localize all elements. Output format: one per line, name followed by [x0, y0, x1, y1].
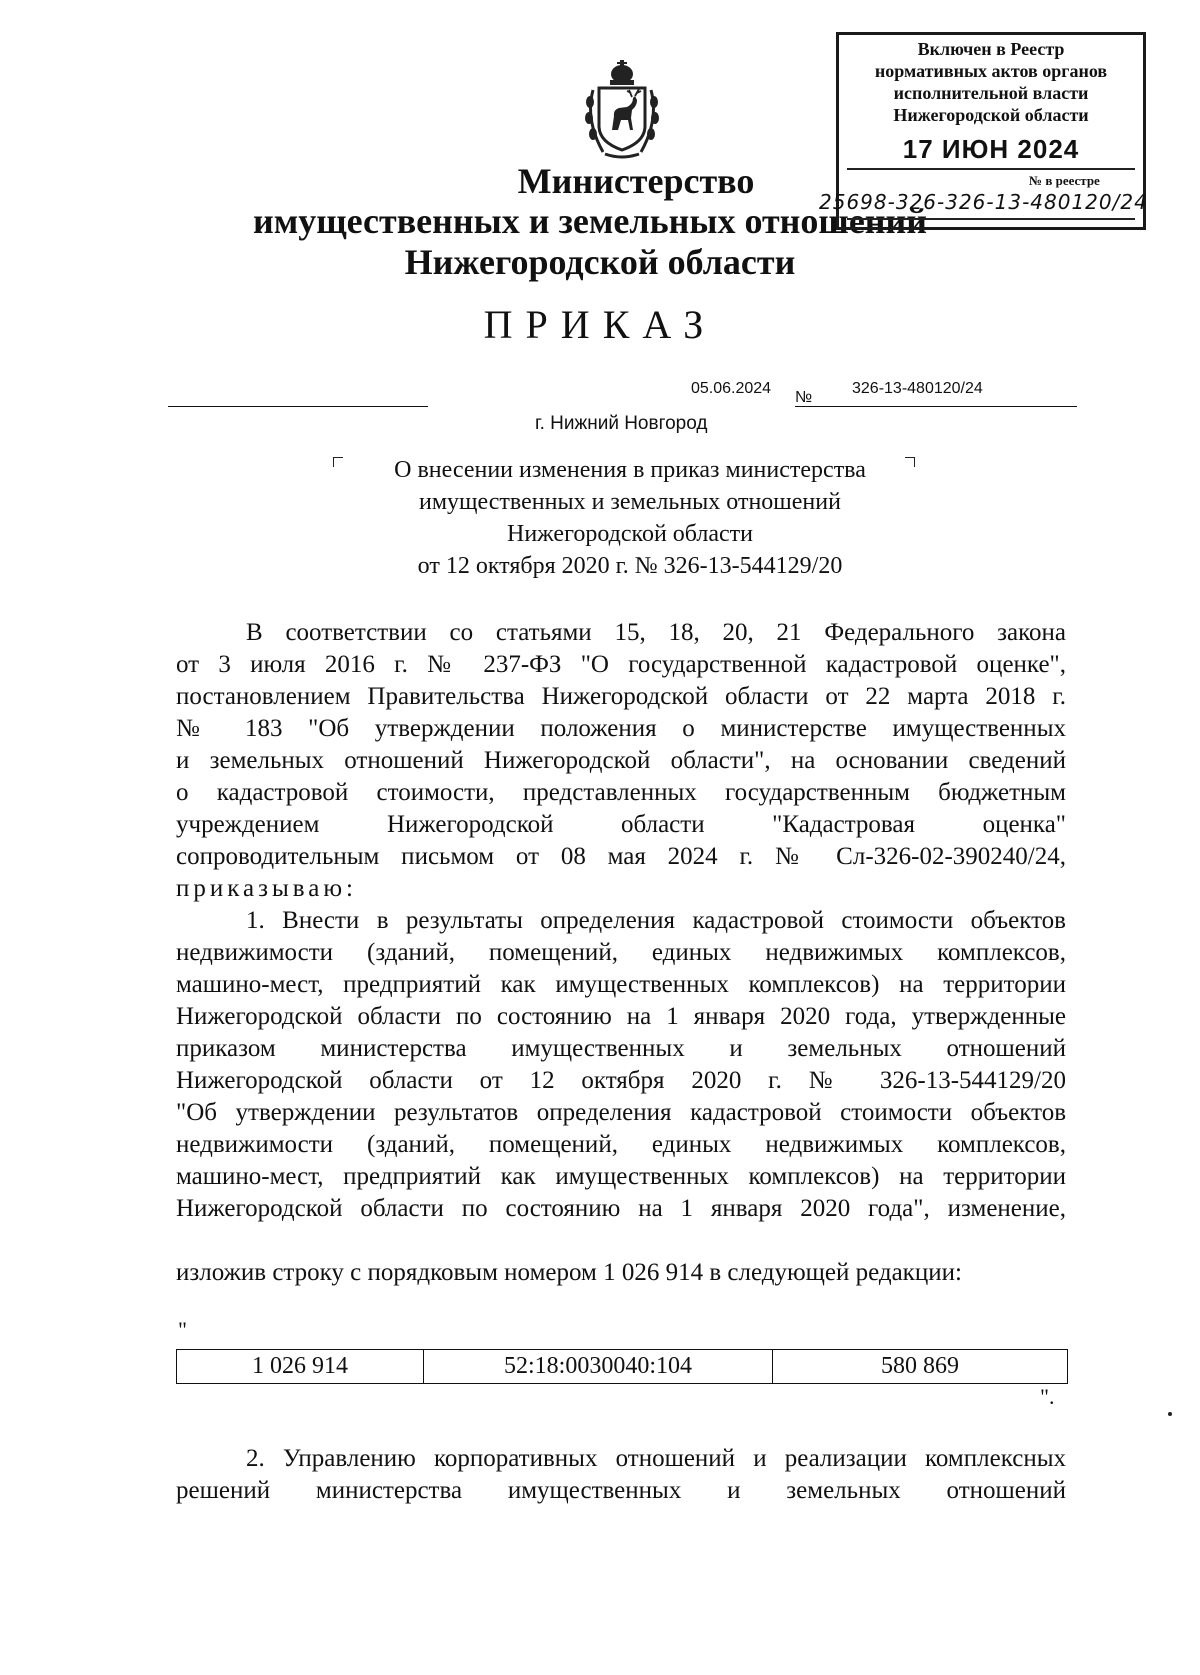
title-corner-right [905, 457, 915, 467]
stamp-divider [847, 168, 1135, 170]
ministry-name-line3: Нижегородской области [404, 242, 796, 282]
stamp-registry-number: 25698-326-326-13-480120/24 [819, 190, 1148, 214]
title-line: от 12 октября 2020 г. № 326-13-544129/20 [417, 553, 843, 579]
table-row [177, 1350, 1068, 1384]
stamp-divider [847, 218, 1135, 220]
quote-open: " [178, 1317, 187, 1342]
title-line: имущественных и земельных отношений [419, 489, 841, 515]
body-line: от 3 июля 2016 г. № 237-ФЗ "О государственной кадастровой оценке", [176, 651, 1066, 678]
body-line: машино-мест, предприятий как имущественных комплексов) на территории [176, 971, 1066, 998]
body-line: недвижимости (зданий, помещений, единых недвижимых комплексов, [176, 1131, 1066, 1158]
scan-speck [1168, 1412, 1172, 1416]
body-line: В соответствии со статьями 15, 18, 20, 21 Федерального закона [246, 619, 1066, 646]
body-line: недвижимости (зданий, помещений, единых недвижимых комплексов, [176, 939, 1066, 966]
number-sign: № [795, 389, 813, 406]
order-number: 326-13-480120/24 [852, 380, 983, 397]
body-line: о кадастровой стоимости, представленных государственным бюджетным [176, 779, 1066, 806]
body-line: постановлением Правительства Нижегородской области от 22 марта 2018 г. [176, 683, 1066, 710]
body-line: и земельных отношений Нижегородской области", на основании сведений [176, 747, 1066, 774]
body-line: Нижегородской области по состоянию на 1 января 2020 года, утвержденные [176, 1003, 1066, 1030]
body-line: машино-мест, предприятий как имущественных комплексов) на территории [176, 1163, 1066, 1190]
body-line: учреждением Нижегородской области "Кадастровая оценка" [176, 811, 1066, 838]
stamp-date: 17 ИЮН 2024 [902, 134, 1080, 164]
body-line: сопроводительным письмом от 08 мая 2024 г. № Сл-326-02-390240/24, [176, 843, 1066, 870]
ministry-name-line2: имущественных и земельных отношений [252, 201, 928, 241]
document-type-heading: ПРИКАЗ [483, 302, 717, 347]
title-corner-left [333, 457, 343, 467]
body-line: решений министерства имущественных и земельных отношений [176, 1477, 1066, 1504]
title-line: Нижегородской области [506, 521, 754, 547]
coat-of-arms-icon [577, 60, 667, 160]
stamp-line4: Нижегородской области [893, 105, 1089, 125]
registry-stamp [819, 32, 1148, 230]
body-line: приказом министерства имущественных и земельных отношений [176, 1035, 1066, 1062]
body-line: № 183 "Об утверждении положения о министерстве имущественных [176, 715, 1066, 742]
table-cell-index: 1 026 914 [177, 1350, 424, 1384]
stamp-line3: исполнительной власти [893, 83, 1089, 103]
body-line-order-word: приказываю: [176, 875, 357, 902]
body-line: 1. Внести в результаты определения кадастровой стоимости объектов [246, 907, 1066, 934]
body-line: Нижегородской области по состоянию на 1 января 2020 года", изменение, [176, 1195, 1066, 1222]
stamp-line1: Включен в Реестр [917, 39, 1065, 59]
city: г. Нижний Новгород [535, 413, 708, 434]
body-line: изложив строку с порядковым номером 1 026 914 в следующей редакции: [176, 1259, 962, 1286]
stamp-line2: нормативных актов органов [874, 61, 1108, 81]
body-line: 2. Управлению корпоративных отношений и реализации комплексных [246, 1445, 1066, 1472]
body-line: Нижегородской области от 12 октября 2020 г. № 326-13-544129/20 [176, 1067, 1066, 1094]
title-line: О внесении изменения в приказ министерства [394, 457, 866, 483]
quote-close: ". [1040, 1384, 1055, 1409]
table-cell-cadastral-number: 52:18:0030040:104 [424, 1350, 773, 1384]
table-cell-value: 580 869 [773, 1350, 1068, 1384]
stamp-registry-label: № в реестре [1029, 173, 1100, 188]
order-date: 05.06.2024 [691, 380, 772, 397]
number-underline [795, 406, 1077, 407]
body-line: "Об утверждении результатов определения кадастровой стоимости объектов [176, 1099, 1066, 1126]
cadastral-table [176, 1349, 1068, 1384]
ministry-name-line1: Министерство [517, 161, 755, 201]
date-underline [168, 406, 428, 407]
